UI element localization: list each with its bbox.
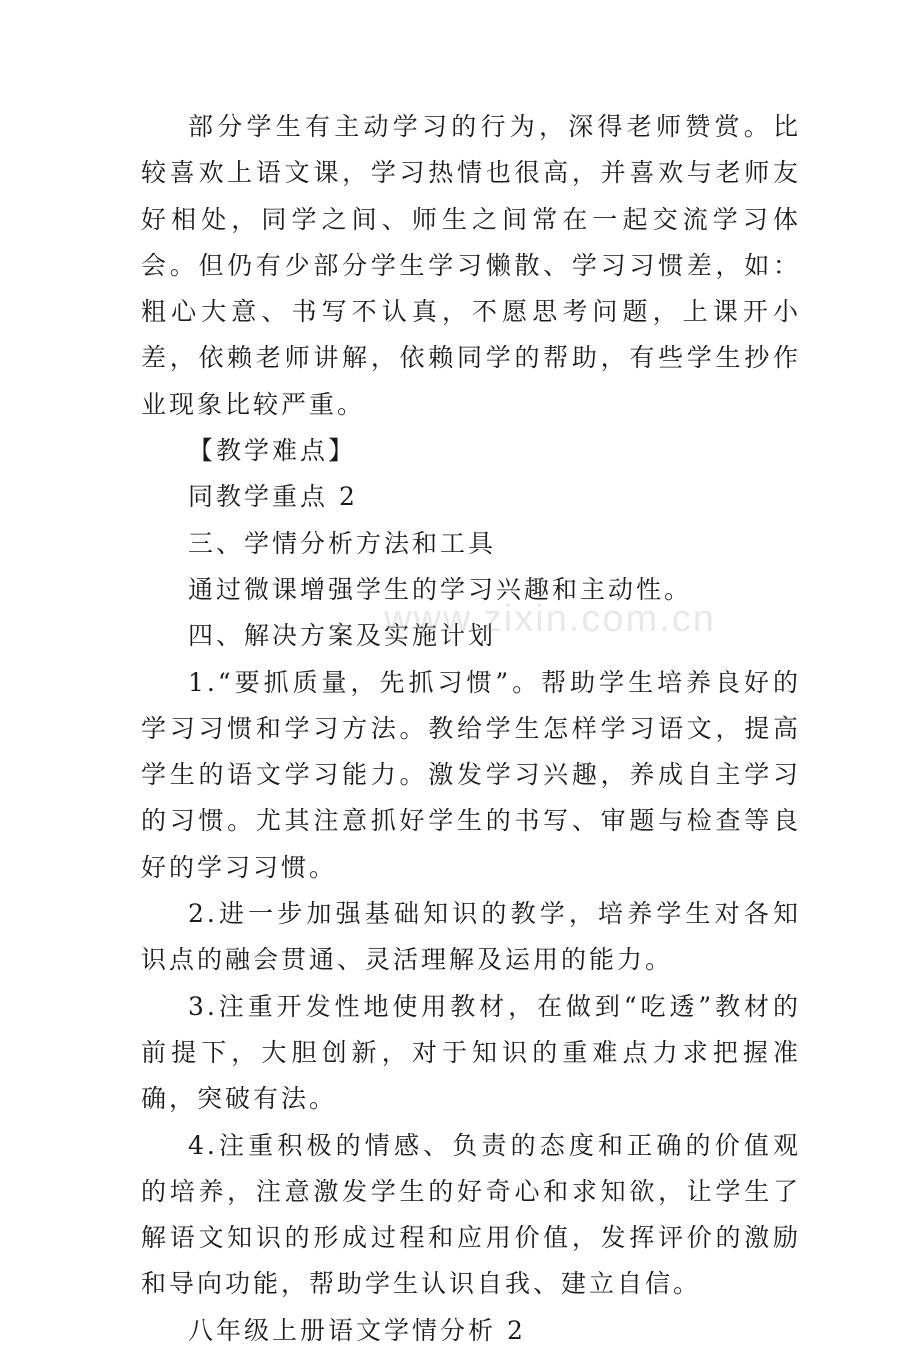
heading-analysis-methods: 三、学情分析方法和工具	[188, 528, 497, 558]
plan-item-2: 2.进一步加强基础知识的教学，培养学生对各知识点的融会贯通、灵活理解及运用的能力。	[141, 899, 801, 975]
section-title-next: 八年级上册语文学情分析 2	[188, 1315, 526, 1345]
plan-item-1: 1.“要抓质量，先抓习惯”。帮助学生培养良好的学习习惯和学习方法。教给学生怎样学习语文，提高学生的语文学习能力。激发学习兴趣，养成自主学习的习惯。尤其注意抓好学生的书写、审题与检查等良好的学习习惯。	[141, 667, 801, 882]
watermark: www.zixin.com.cn	[384, 598, 716, 640]
plan-item-3: 3.注重开发性地使用教材，在做到“吃透”教材的前提下，大胆创新，对于知识的重难点力求把握准确，突破有法。	[141, 991, 801, 1114]
heading-solution-plan: 四、解决方案及实施计划	[188, 621, 497, 651]
paragraph-same-as-key-points: 同教学重点 2	[188, 482, 358, 512]
plan-item-4: 4.注重积极的情感、负责的态度和正确的价值观的培养，注意激发学生的好奇心和求知欲，让学生了解语文知识的形成过程和应用价值，发挥评价的激励和导向功能，帮助学生认识自我、建立自信。	[141, 1130, 801, 1299]
paragraph-student-behavior: 部分学生有主动学习的行为，深得老师赞赏。比较喜欢上语文课，学习热情也很高，并喜欢与老师友好相处，同学之间、师生之间常在一起交流学习体会。但仍有少部分学生学习懒散、学习习惯差，如：粗心大意、书写不认真，不愿思考问题，上课开小差，依赖老师讲解，依赖同学的帮助，有些学生抄作业现象比较严重。	[141, 112, 801, 419]
paragraph-micro-lessons: 通过微课增强学生的学习兴趣和主动性。	[188, 574, 693, 604]
document-body	[141, 104, 801, 1354]
heading-teaching-difficulty: 【教学难点】	[188, 436, 357, 466]
